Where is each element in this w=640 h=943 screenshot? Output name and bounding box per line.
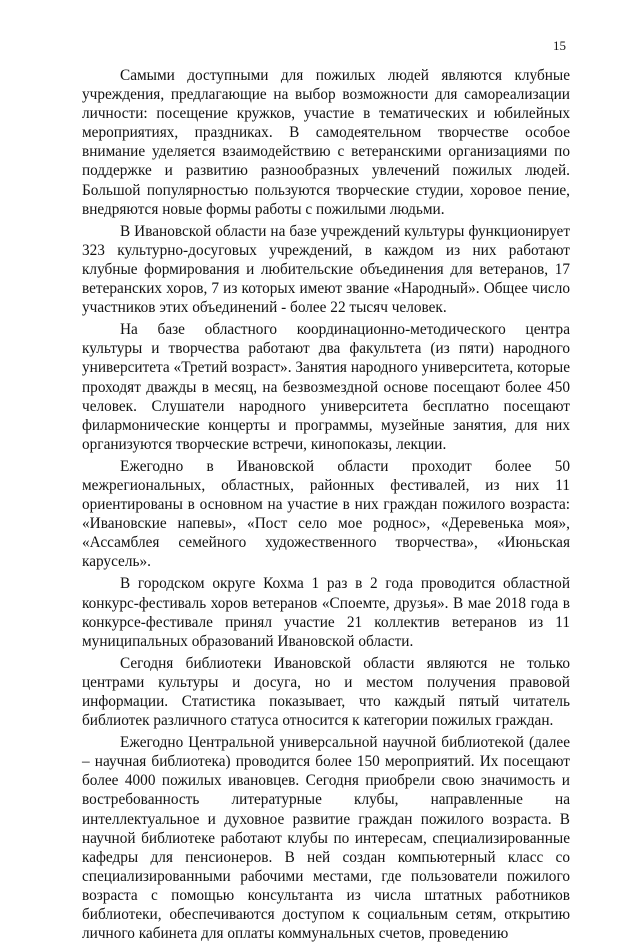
paragraph-third-age-university: На базе областного координационно-методического центра культуры и творчества работают два факультета (из пяти) народного университета «Третий возраст». Занятия народного университета, которые проходят дважды в месяц, на безвозмездной основе посещают более 450 человек. Слушатели народного университета бесплатно посещают филармонические концерты и программы, музейные занятия, для них организуются творческие встречи, кинопоказы, лекции. [82,321,570,453]
document-body [82,66,570,943]
paragraph-kokhma-festival: В городском округе Кохма 1 раз в 2 года проводится областной конкурс-фестиваль хоров ветеранов «Споемте, друзья». В мае 2018 года в конкурсе-фестивале принял участие 21 коллектив ветеранов из 11 муниципальных образований Ивановской области. [82,575,570,650]
paragraph-libraries: Сегодня библиотеки Ивановской области являются не только центрами культуры и досуга, но и местом получения правовой информации. Статистика показывает, что каждый пятый читатель библиотек различного статуса относится к категории пожилых граждан. [82,654,570,730]
paragraph-cultural-institutions: В Ивановской области на базе учреждений культуры функционирует 323 культурно-досуговых учреждений, в каждом из них работают клубные формирования и любительские объединения для ветеранов, 17 ветеранских хоров, 7 из которых имеют звание «Народный». Общее число участников этих объединений - более 22 тысяч человек. [82,222,570,317]
page-number: 15 [553,38,566,53]
paragraph-scientific-library: Ежегодно Центральной универсальной научной библиотекой (далее – научная библиотека) проводится более 150 мероприятий. Их посещают более 4000 пожилых ивановцев. Сегодня приобрели свою значимость и востребованность литературные клубы, направленные на интеллектуальное и духовное развитие граждан пожилого возраста. В научной библиотеке работают клубы по интересам, специализированные кафедры для пенсионеров. В ней создан компьютерный класс со специализированными рабочими местами, где пользователи пожилого возраста с помощью консультанта из числа штатных работников библиотеки, обеспечиваются доступом к социальным сетям, открытию личного кабинета для оплаты коммунальных счетов, проведению [82,734,570,943]
paragraph-club-institutions: Самыми доступными для пожилых людей являются клубные учреждения, предлагающие на выбор возможности для самореализации личности: посещение кружков, участие в тематических и юбилейных мероприятиях, праздниках. В самодеятельном творчестве особое внимание уделяется взаимодействию с ветеранскими организациями по поддержке и развитию разнообразных увлечений пожилых людей. Большой популярностью пользуются творческие студии, хоровое пение, внедряются новые формы работы с пожилыми людьми. [82,67,570,218]
paragraph-festivals: Ежегодно в Ивановской области проходит более 50 межрегиональных, областных, районных фестивалей, из них 11 ориентированы в основном на участие в них граждан пожилого возраста: «Ивановские напевы», «Пост село мое роднос», «Деревенька моя», «Ассамблея семейного художественного творчества», «Июньская карусель». [82,457,570,571]
